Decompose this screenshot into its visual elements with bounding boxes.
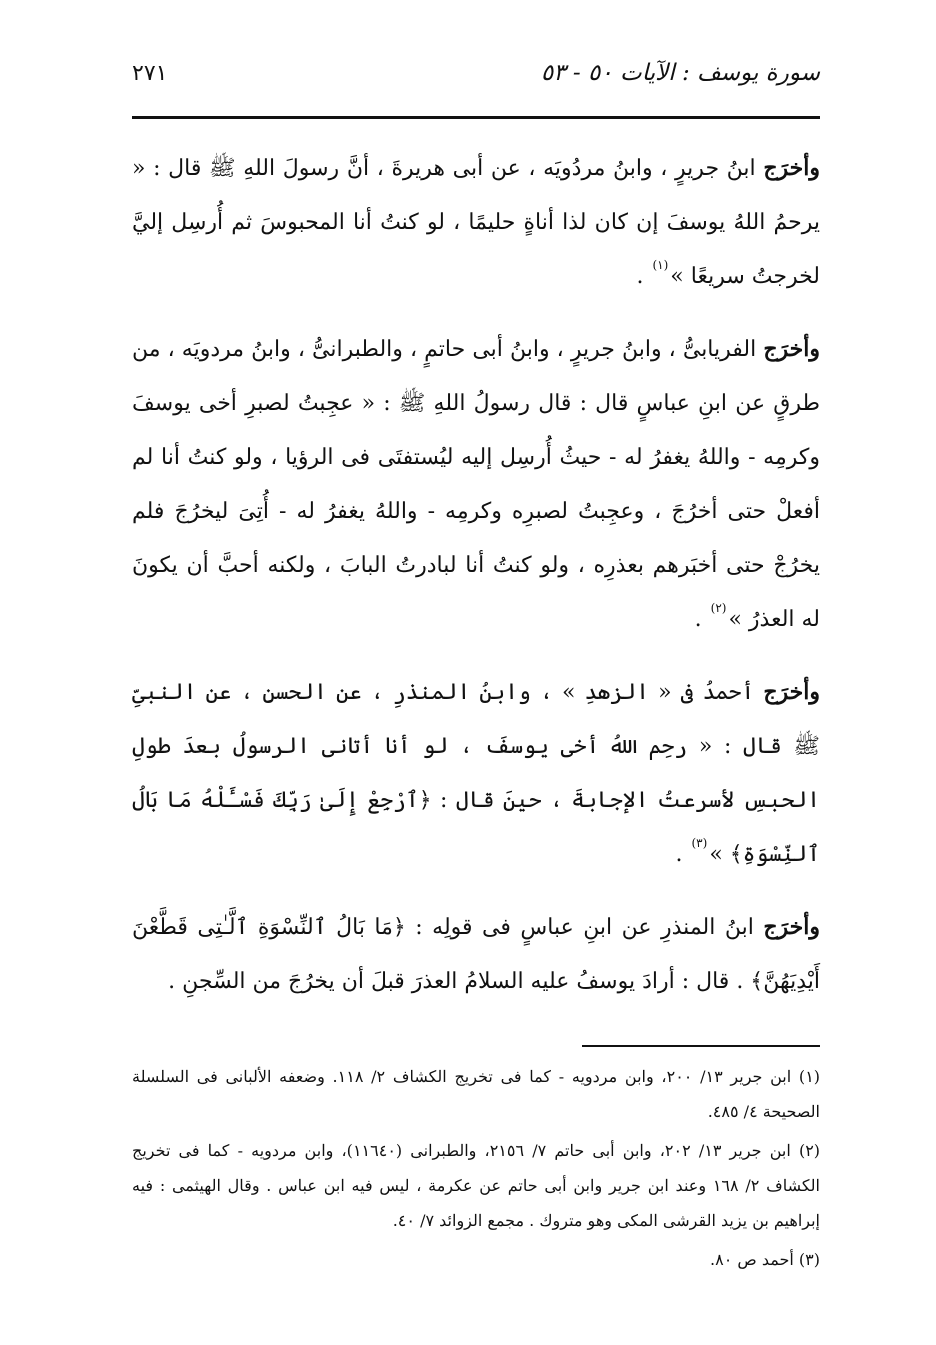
paragraph-lead: وأخرَج — [763, 679, 820, 705]
paragraph-2 — [132, 322, 820, 649]
paragraph-3 — [132, 665, 820, 884]
paragraph-end: . — [675, 842, 690, 867]
footnote-3: (٣) أحمد ص ٨٠. — [710, 1250, 820, 1269]
footnote-1: (١) ابن جرير ١٣/ ٢٠٠، وابن مردويه - كما فى تخريج الكشاف ٢/ ١١٨. وضعفه الألبانى فى السلسلة الصحيحة ٤/ ٤٨٥. — [132, 1067, 821, 1121]
footnotes — [132, 1059, 820, 1277]
page-number: ٢٧١ — [132, 61, 168, 86]
paragraph-4 — [132, 900, 820, 1009]
footnote-separator — [582, 1045, 820, 1047]
paragraph-text: ابنُ المنذرِ عن ابنِ عباسٍ فى قولِه : ﴿مَا بَالُ ٱلنِّسْوَةِ ٱلَّـٰتِى قَطَّعْنَ أَيْدِيَهُنَّ﴾ . قال : أرادَ يوسفُ عليه السلامُ العذرَ قبلَ أن يخرُجَ من السِّجنِ . — [132, 915, 820, 994]
paragraph-text: أحمدُ فى « الزهدِ » ، وابنُ المنذرِ ، عن الحسنِ ، عن النبىِّ ﷺ قال : « رحِم اللهُ أخى يوسفَ ، لو أنا أتانى الرسولُ بعدَ طولِ الحبسِ لأسرعتُ الإجابةَ ، حينَ قال : ﴿ٱرْجِعْ إِلَىٰ رَبِّكَ فَسْـَٔلْهُ مَا بَالُ ٱلنِّسْوَةِ﴾ » — [132, 680, 820, 867]
footnote-ref-1: (١) — [652, 258, 669, 272]
paragraph-lead: وأخرَج — [763, 336, 820, 362]
paragraph-1 — [132, 141, 820, 306]
paragraph-end: . — [636, 264, 651, 289]
footnote-2: (٢) ابن جرير ١٣/ ٢٠٢، وابن أبى حاتم ٧/ ٢١٥٦، والطبرانى (١١٦٤٠)، وابن مردويه - كما فى تخريج الكشاف ٢/ ١٦٨ وعند ابن جرير وابن أبى حاتم عن عكرمة ، ليس فيه ابن عباس . وقال الهيثمى : فيه إبراهيم بن يزيد القرشى المكى وهو متروك . مجمع الزوائد ٧/ ٤٠. — [132, 1141, 821, 1230]
paragraph-text: الفريابىُّ ، وابنُ جريرٍ ، وابنُ أبى حاتمٍ ، والطبرانىُّ ، وابنُ مردويَه ، من طرقٍ عن ابنِ عباسٍ قال : قال رسولُ اللهِ ﷺ : « عجِبتُ لصبرِ أخى يوسفَ وكرمِه - واللهُ يغفرُ له - حيثُ أُرسِل إليه ليُستفتَى فى الرؤيا ، ولو كنتُ أنا لم أفعلْ حتى أخرُجَ ، وعجِبتُ لصبرِه وكرمِه - واللهُ يغفرُ له - أُتِىَ ليخرُجَ فلم يخرُجْ حتى أخبَرهم بعذرِه ، ولو كنتُ أنا لبادرتُ البابَ ، ولكنه أحبَّ أن يكونَ له العذرُ » — [132, 337, 820, 632]
paragraph-lead: وأخرَج — [763, 155, 820, 181]
footnote-ref-3: (٣) — [691, 836, 708, 850]
paragraph-lead: وأخرَج — [763, 914, 820, 940]
paragraph-text: ابنُ جريرٍ ، وابنُ مردُويَه ، عن أبى هريرةَ ، أنَّ رسولَ اللهِ ﷺ قال : « يرحمُ اللهُ يوسفَ إن كان لذا أناةٍ حليمًا ، لو كنتُ أنا المحبوسَ ثم أُرسِل إليَّ لخرجتُ سريعًا » — [132, 156, 820, 289]
footnote-ref-2: (٢) — [710, 601, 727, 615]
page-header — [132, 60, 820, 119]
running-title: سورة يوسف : الآيات ٥٠ - ٥٣ — [540, 60, 820, 86]
page — [132, 60, 820, 1281]
paragraph-end: . — [694, 607, 709, 632]
